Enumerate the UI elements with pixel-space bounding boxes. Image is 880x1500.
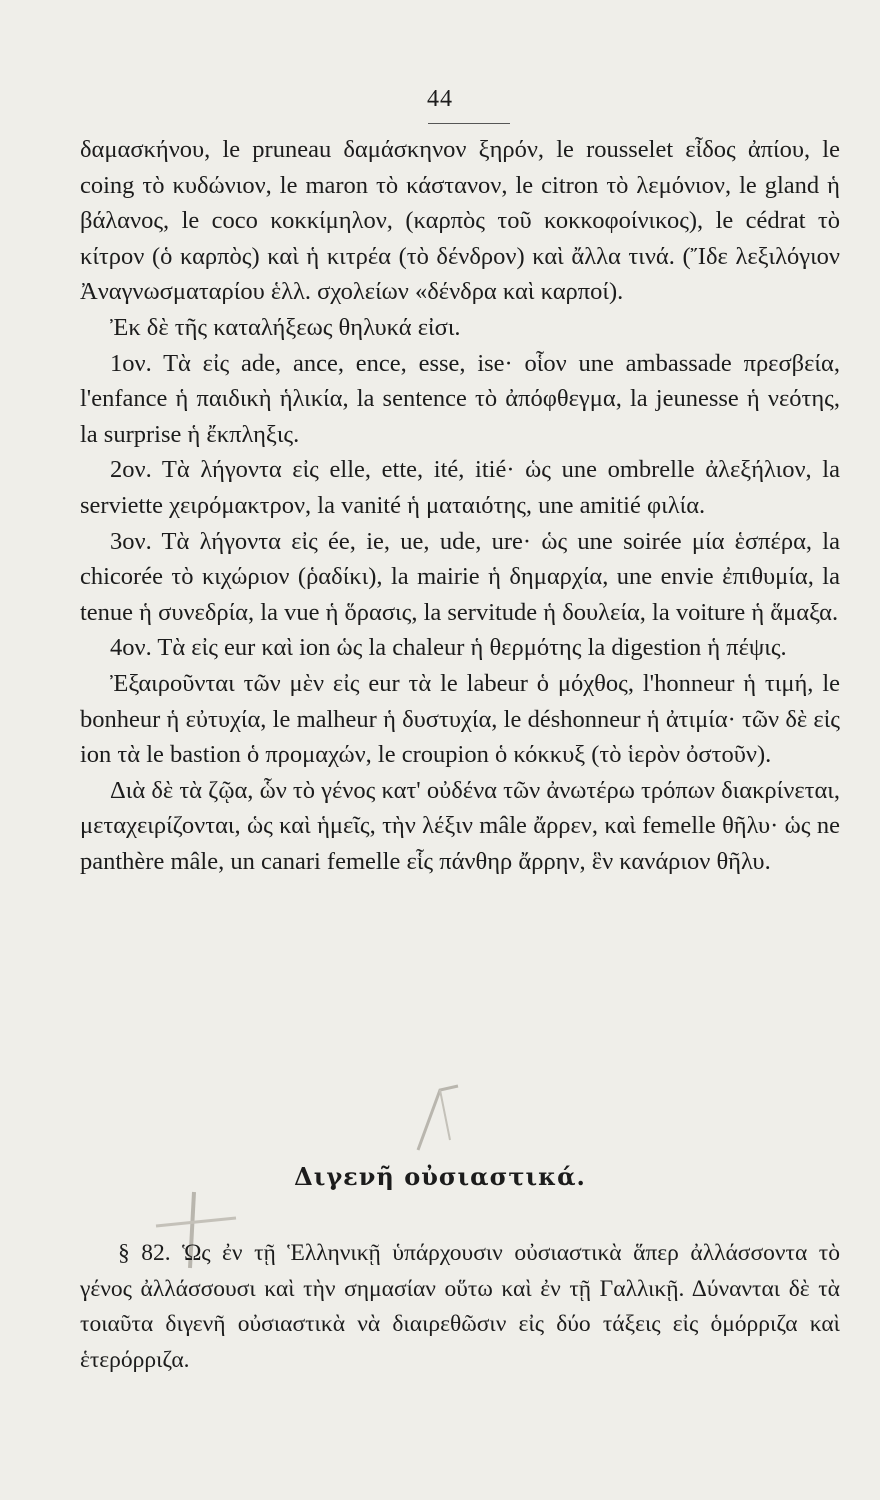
pencil-check-mark bbox=[410, 1080, 470, 1160]
paragraph: Ἐκ δὲ τῆς καταλήξεως θηλυκά εἰσι. bbox=[110, 313, 461, 341]
paragraph: δαμασκήνου, le pruneau δαμάσκηνον ξηρόν, le rousselet εἶδος ἀπίου, le coing τὸ κυδώνιον, le maron τὸ κάστανον, le citron τὸ λεμόνιον, le gland ἡ βάλανος, le coco κοκκίμηλον, (καρπὸς τοῦ κοκκοφοίνικος), le cédrat τὸ κίτρον (ὁ καρπὸς) καὶ ἡ κιτρέα (τὸ δένδρον) καὶ ἄλλα τινά. (Ἴδε λεξιλόγιον Ἀναγνωσματαρίου ἑλλ. σχολείων «δένδρα καὶ καρποί). bbox=[80, 136, 840, 306]
paragraph: § 82. Ὡς ἐν τῇ Ἑλληνικῇ ὑπάρχουσιν οὐσιαστικὰ ἅπερ ἀλλάσσοντα τὸ γένος ἀλλάσσουσι καὶ τὴν σημασίαν οὕτω καὶ ἐν τῇ Γαλλικῇ. Δύνανται δὲ τὰ τοιαῦτα διγενῆ οὐσιαστικὰ νὰ διαιρεθῶσιν εἰς δύο τάξεις εἰς ὁμόρριζα καὶ ἑτερόρριζα. bbox=[80, 1240, 840, 1373]
page-number: 44 bbox=[427, 86, 453, 112]
paragraph: 1ον. Τὰ εἰς ade, ance, ence, esse, ise· οἷον une ambassade πρεσβεία, l'enfance ἡ παιδικὴ ἡλικία, la sentence τὸ ἀπόφθεγμα, la jeunesse ἡ νεότης, la surprise ἡ ἔκπληξις. bbox=[80, 349, 840, 448]
paragraph: 2ον. Τὰ λήγοντα εἰς elle, ette, ité, itié· ὡς une ombrelle ἀλεξήλιον, la serviette χειρόμακτρον, la vanité ἡ ματαιότης, une amitié φιλία. bbox=[80, 456, 840, 519]
paragraph: 3ον. Τὰ λήγοντα εἰς ée, ie, ue, ude, ure· ὡς une soirée μία ἑσπέρα, la chicorée τὸ κιχώριον (ῥαδίκι), la mairie ἡ δημαρχία, une envie ἐπιθυμία, la tenue ἡ συνεδρία, la vue ἡ ὅρασις, la servitude ἡ δουλεία, la voiture ἡ ἅμαξα. bbox=[80, 527, 840, 626]
paragraph: 4ον. Τὰ εἰς eur καὶ ion ὡς la chaleur ἡ θερμότης la digestion ἡ πέψις. bbox=[110, 634, 787, 662]
section-text bbox=[80, 1236, 840, 1378]
section-heading: Διγενῆ οὐσιαστικά. bbox=[294, 1162, 586, 1191]
header-rule bbox=[428, 123, 510, 124]
paragraph: Διὰ δὲ τὰ ζῷα, ὧν τὸ γένος κατ' οὐδένα τῶν ἀνωτέρω τρόπων διακρίνεται, μεταχειρίζονται, ὡς καὶ ἡμεῖς, τὴν λέξιν mâle ἄρρεν, καὶ femelle θῆλυ· ὡς ne panthère mâle, un canari femelle εἷς πάνθηρ ἄρρην, ἓν κανάριον θῆλυ. bbox=[80, 776, 840, 875]
paragraph: Ἐξαιροῦνται τῶν μὲν εἰς eur τὰ le labeur ὁ μόχθος, l'honneur ἡ τιμή, le bonheur ἡ εὐτυχία, le malheur ἡ δυστυχία, le déshonneur ἡ ἀτιμία· τῶν δὲ εἰς ion τὰ le bastion ὁ προμαχών, le croupion ὁ κόκκυξ (τὸ ἱερὸν ὀστοῦν). bbox=[80, 669, 840, 769]
body-text bbox=[80, 132, 840, 879]
